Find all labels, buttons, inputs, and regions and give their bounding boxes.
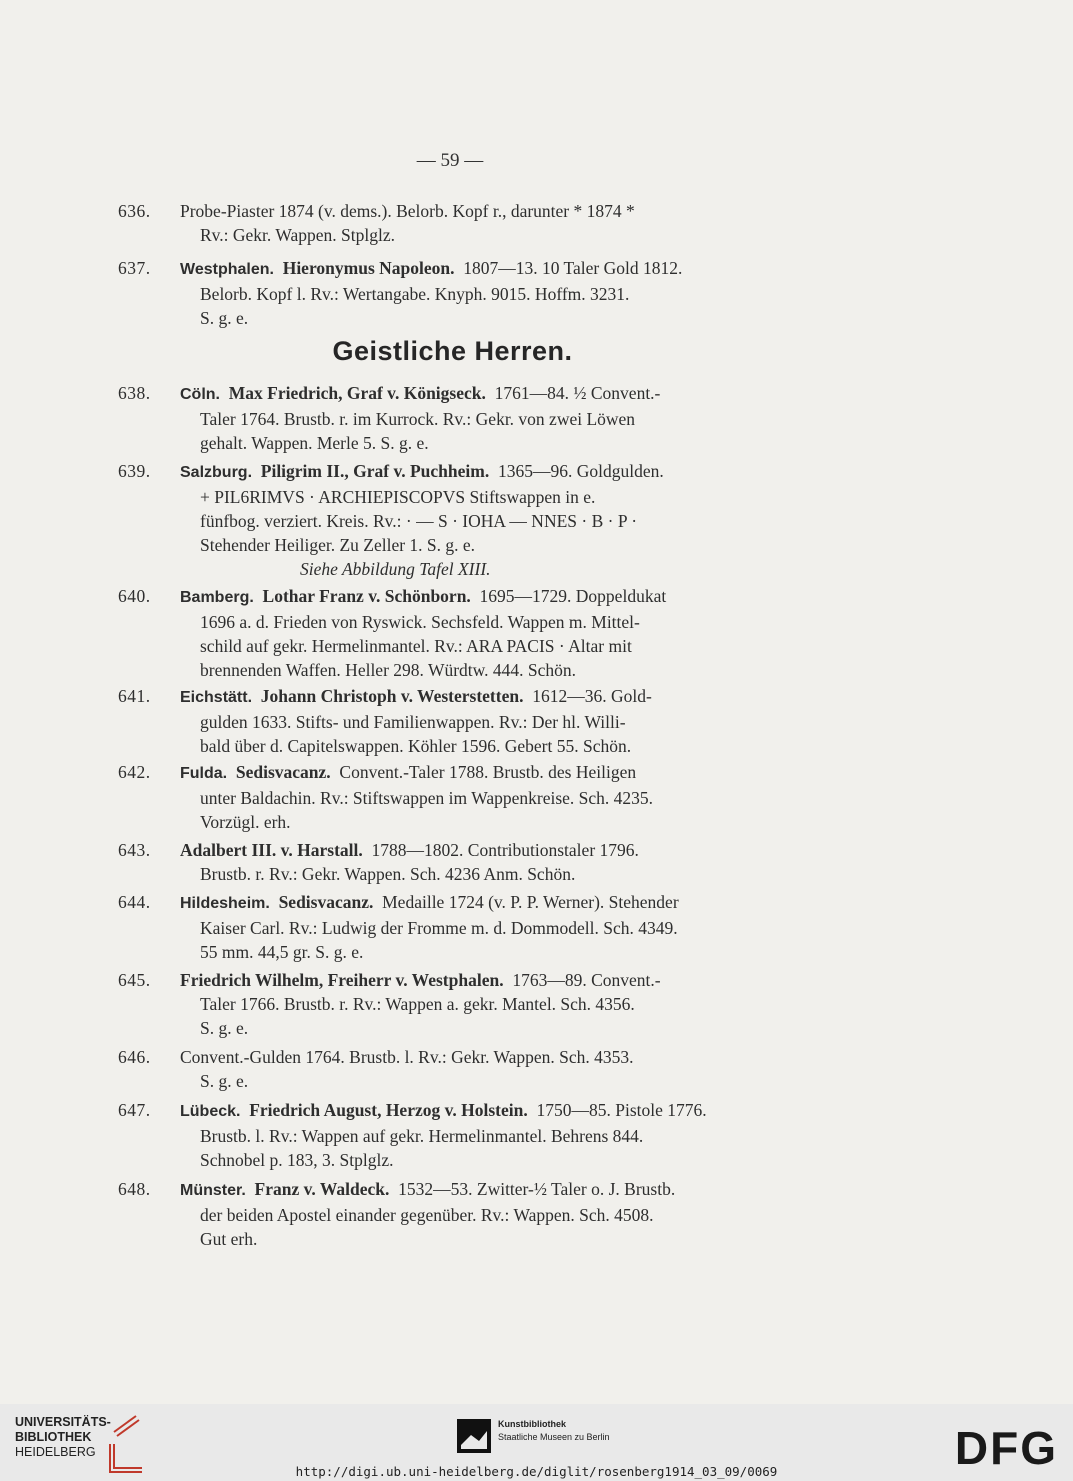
entry-plain-text: fünfbog. verziert. Kreis. Rv.: · — S · IOHA — NNES · B · P · [200,511,638,531]
entry-number: 638. [118,383,151,403]
entry-line [200,940,793,964]
entry-plain-text: 1532—53. Zwitter-½ Taler o. J. Brustb. [398,1179,676,1199]
kb-line-2: Staatliche Museen zu Berlin [498,1432,610,1442]
entry-place: Lübeck. [180,1103,241,1120]
entry-text [180,890,793,964]
entry-line [180,199,793,223]
entry-line [180,890,793,916]
entry-line [180,1098,793,1124]
entry-line [200,1069,793,1093]
entry-text [180,684,793,758]
entry-number: 646. [118,1047,151,1067]
entry-ruler: Hieronymus Napoleon. [282,258,455,278]
entry-ruler: Johann Christoph v. Westerstetten. [260,686,524,706]
entry-place: Westphalen. [180,261,274,278]
entry-line [200,634,793,658]
kunstbibliothek-icon [457,1419,491,1453]
entry-line [200,1203,793,1227]
entry-number: 640. [118,586,151,606]
entry-line [180,1045,793,1069]
catalog-entry [118,1098,793,1172]
entry-line [200,306,793,330]
entry-line [180,684,793,710]
entry-line [180,256,793,282]
entry-line [200,533,793,557]
catalog-entry [118,381,793,455]
entry-plain-text: S. g. e. [200,308,249,328]
entry-plain-text: Convent.-Gulden 1764. Brustb. l. Rv.: Gekr. Wappen. Sch. 4353. [180,1047,634,1067]
entry-ruler: Sedisvacanz. [278,892,374,912]
entry-place: Hildesheim. [180,895,270,912]
library-line-3: HEIDELBERG [15,1445,96,1459]
entry-line [200,282,793,306]
entry-place: Münster. [180,1182,246,1199]
entry-plain-text: Probe-Piaster 1874 (v. dems.). Belorb. Kopf r., darunter * 1874 * [180,201,635,221]
catalog-entry [118,760,793,834]
entry-line [200,734,793,758]
entry-ruler: Adalbert III. v. Harstall. [180,840,363,860]
entry-ruler: Franz v. Waldeck. [254,1179,390,1199]
entry-line [300,557,793,581]
entry-text [180,968,793,1040]
entry-line [200,223,793,247]
entry-plain-text: gehalt. Wappen. Merle 5. S. g. e. [200,433,429,453]
entry-line [200,1124,793,1148]
entry-line [200,407,793,431]
entry-text [180,199,793,247]
catalog-entry [118,584,793,682]
entry-line [200,992,793,1016]
catalog-entry [118,838,793,886]
entry-plain-text: Kaiser Carl. Rv.: Ludwig der Fromme m. d. Dommodell. Sch. 4349. [200,918,678,938]
entry-number: 636. [118,201,151,221]
section-title: Geistliche Herren. [332,336,573,366]
entry-plain-text: bald über d. Capitelswappen. Köhler 1596. Gebert 55. Schön. [200,736,632,756]
entry-place: Salzburg. [180,464,253,481]
dfg-logo: DFG [954,1422,1058,1474]
catalog-entry [118,199,793,247]
catalog-entry [118,459,793,581]
entry-plate-reference: Siehe Abbildung Tafel XIII. [300,559,491,579]
entry-text [180,1098,793,1172]
entry-number: 642. [118,762,151,782]
entry-text [180,1045,793,1093]
entry-plain-text: unter Baldachin. Rv.: Stiftswappen im Wappenkreise. Sch. 4235. [200,788,654,808]
entry-ruler: Sedisvacanz. [235,762,331,782]
entry-plain-text: Schnobel p. 183, 3. Stplglz. [200,1150,394,1170]
entry-line [200,1016,793,1040]
entry-plain-text: 1365—96. Goldgulden. [497,461,664,481]
entry-text [180,760,793,834]
footer-bar [0,1404,1073,1481]
entry-plain-text: S. g. e. [200,1018,249,1038]
entry-plain-text: 1750—85. Pistole 1776. [536,1100,707,1120]
entry-plain-text: Medaille 1724 (v. P. P. Werner). Stehender [382,892,679,912]
entry-text [180,256,793,330]
entry-line [200,610,793,634]
entry-place: Eichstätt. [180,689,253,706]
entry-text [180,584,793,682]
entry-number: 639. [118,461,151,481]
entry-plain-text: 1763—89. Convent.- [512,970,661,990]
library-line-1: UNIVERSITÄTS- [15,1415,111,1429]
entry-plain-text: 1696 a. d. Frieden von Ryswick. Sechsfeld. Wappen m. Mittel- [200,612,640,632]
entry-number: 637. [118,258,151,278]
entry-number: 647. [118,1100,151,1120]
entry-plain-text: Vorzügl. erh. [200,812,291,832]
entry-line [200,658,793,682]
kunstbibliothek-name [498,1418,610,1444]
page-number: — 59 — [416,150,484,171]
catalog-entry [118,1177,793,1251]
catalog-entry [118,256,793,330]
entry-line [180,584,793,610]
entry-number: 643. [118,840,151,860]
entry-line [200,1148,793,1172]
entry-line [180,838,793,862]
entry-plain-text: der beiden Apostel einander gegenüber. Rv.: Wappen. Sch. 4508. [200,1205,654,1225]
entry-place: Bamberg. [180,589,254,606]
entry-plain-text: 1761—84. ½ Convent.- [494,383,661,403]
entry-place: Cöln. [180,386,220,403]
entry-text [180,838,793,886]
entry-ruler: Lothar Franz v. Schönborn. [262,586,471,606]
entry-plain-text: + PIL6RIMVS · ARCHIEPISCOPVS Stiftswappen in e. [200,487,596,507]
entry-plain-text: 55 mm. 44,5 gr. S. g. e. [200,942,364,962]
catalog-entry [118,968,793,1040]
entry-plain-text: brennenden Waffen. Heller 298. Würdtw. 444. Schön. [200,660,577,680]
catalog-entry [118,684,793,758]
entry-line [200,1227,793,1251]
entry-place: Fulda. [180,765,228,782]
entry-line [180,968,793,992]
entry-line [200,710,793,734]
entry-ruler: Friedrich August, Herzog v. Holstein. [249,1100,528,1120]
entry-plain-text: 1612—36. Gold- [532,686,652,706]
entry-line [180,381,793,407]
kb-line-1: Kunstbibliothek [498,1419,566,1429]
university-library-name [15,1415,111,1460]
library-line-2: BIBLIOTHEK [15,1430,92,1444]
entry-plain-text: schild auf gekr. Hermelinmantel. Rv.: ARA PACIS · Altar mit [200,636,632,656]
entry-plain-text: 1788—1802. Contributionstaler 1796. [371,840,639,860]
entry-line [200,862,793,886]
entry-text [180,1177,793,1251]
entry-line [180,1177,793,1203]
entry-plain-text: Belorb. Kopf l. Rv.: Wertangabe. Knyph. 9015. Hoffm. 3231. [200,284,630,304]
entry-plain-text: gulden 1633. Stifts- und Familienwappen. Rv.: Der hl. Willi- [200,712,626,732]
entry-ruler: Friedrich Wilhelm, Freiherr v. Westphalen. [180,970,504,990]
entry-plain-text: Gut erh. [200,1229,258,1249]
entry-text [180,381,793,455]
entry-ruler: Piligrim II., Graf v. Puchheim. [260,461,490,481]
entry-line [200,509,793,533]
entry-plain-text: Taler 1764. Brustb. r. im Kurrock. Rv.: Gekr. von zwei Löwen [200,409,636,429]
entry-line [180,459,793,485]
entry-line [200,786,793,810]
entry-number: 648. [118,1179,151,1199]
entry-number: 645. [118,970,151,990]
entry-plain-text: 1695—1729. Doppeldukat [479,586,667,606]
entry-plain-text: Brustb. r. Rv.: Gekr. Wappen. Sch. 4236 Anm. Schön. [200,864,576,884]
entry-line [200,916,793,940]
entry-plain-text: Taler 1766. Brustb. r. Rv.: Wappen a. gekr. Mantel. Sch. 4356. [200,994,635,1014]
catalog-entry [118,890,793,964]
entry-plain-text: Convent.-Taler 1788. Brustb. des Heiligen [339,762,637,782]
entry-plain-text: Stehender Heiliger. Zu Zeller 1. S. g. e. [200,535,476,555]
entry-ruler: Max Friedrich, Graf v. Königseck. [228,383,486,403]
entry-number: 644. [118,892,151,912]
source-url[interactable]: http://digi.ub.uni-heidelberg.de/diglit/rosenberg1914_03_09/0069 [295,1464,778,1479]
entry-plain-text: S. g. e. [200,1071,249,1091]
entry-plain-text: 1807—13. 10 Taler Gold 1812. [463,258,683,278]
entry-text [180,459,793,581]
entry-line [200,431,793,455]
entry-plain-text: Brustb. l. Rv.: Wappen auf gekr. Hermelinmantel. Behrens 844. [200,1126,644,1146]
entry-line [180,760,793,786]
entry-number: 641. [118,686,151,706]
entry-line [200,485,793,509]
entry-line [200,810,793,834]
catalog-entry [118,1045,793,1093]
entry-plain-text: Rv.: Gekr. Wappen. Stplglz. [200,225,395,245]
